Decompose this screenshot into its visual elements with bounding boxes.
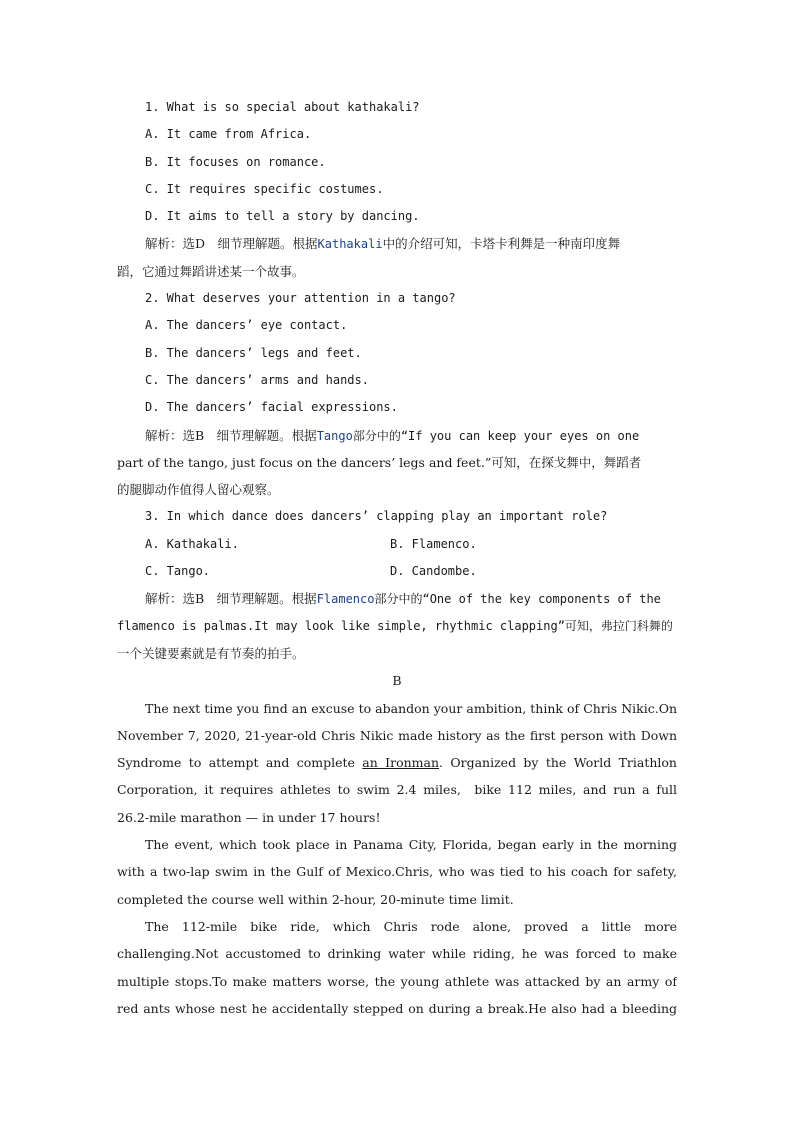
- q3-analysis-line-1: [117, 585, 677, 612]
- q3-analysis-line-3: 一个关键要素就是有节奏的拍手。: [117, 645, 305, 661]
- q1-analysis-ref: Kathakali: [317, 237, 383, 252]
- q2-analysis-ref: Tango: [316, 428, 353, 443]
- passage-p2-line-3: completed the course well within 2-hour, 20-minute time limit.: [117, 891, 514, 907]
- q1-option-d: D. It aims to tell a story by dancing.: [145, 209, 420, 224]
- section-label: B: [392, 673, 402, 689]
- q3-analysis-prefix: 解析：选B 细节理解题。根据: [145, 591, 317, 607]
- q1-analysis-line-1: [117, 230, 677, 257]
- question-2-stem: 2. What deserves your attention in a tango?: [145, 291, 456, 306]
- q3-option-c: C. Tango.: [145, 564, 211, 579]
- q2-analysis-suffix: 部分中的“If you can keep your eyes on one: [352, 428, 640, 443]
- passage-p2-line-2: with a two-lap swim in the Gulf of Mexico.Chris, who was tied to his coach for safety,: [117, 864, 677, 880]
- ironman-term: an Ironman: [362, 755, 440, 771]
- q3-analysis-line-2: flamenco is palmas.It may look like simple, rhythmic clapping”可知，弗拉门科舞的: [117, 618, 673, 633]
- passage-p1-line-5: 26.2-mile marathon — in under 17 hours!: [117, 809, 381, 825]
- q2-option-d: D. The dancers’ facial expressions.: [145, 400, 398, 415]
- q1-option-b: B. It focuses on romance.: [145, 154, 326, 169]
- passage-p1-line-3: [117, 749, 677, 776]
- question-3-stem: 3. In which dance does dancers’ clapping play an important role?: [145, 509, 608, 524]
- passage-p2-line-1: The event, which took place in Panama City, Florida, began early in the morning: [145, 837, 677, 853]
- document-page: [117, 94, 677, 1022]
- q1-analysis-suffix: 中的介绍可知，卡塔卡利舞是一种南印度舞: [382, 236, 621, 252]
- passage-p1-line-3-a: Syndrome to attempt and complete: [117, 755, 355, 771]
- q3-options-row-1: [117, 531, 677, 558]
- q3-option-d: D. Candombe.: [390, 564, 477, 579]
- q2-analysis-line-3: 的腿脚动作值得人留心观察。: [117, 482, 280, 498]
- passage-p1-line-4: Corporation, it requires athletes to swim 2.4 miles, bike 112 miles, and run a full: [117, 782, 677, 798]
- passage-p3-line-4: red ants whose nest he accidentally stepped on during a break.He also had a bleeding: [117, 1000, 677, 1016]
- q3-analysis-ref: Flamenco: [316, 592, 375, 607]
- q3-option-b: B. Flamenco.: [390, 536, 477, 551]
- q3-option-a: A. Kathakali.: [145, 536, 239, 551]
- q2-analysis-line-2: part of the tango, just focus on the dancers’ legs and feet.”可知，在探戈舞中，舞蹈者: [117, 454, 642, 470]
- q2-option-c: C. The dancers’ arms and hands.: [145, 372, 369, 387]
- passage-p1-line-1: The next time you find an excuse to abandon your ambition, think of Chris Nikic.On: [145, 700, 677, 716]
- q3-analysis-suffix: 部分中的“One of the key components of the: [374, 592, 661, 607]
- q2-analysis-prefix: 解析：选B 细节理解题。根据: [145, 427, 317, 443]
- q2-option-b: B. The dancers’ legs and feet.: [145, 345, 362, 360]
- passage-p3-line-2: challenging.Not accustomed to drinking water while riding, he was forced to make: [117, 946, 677, 962]
- q1-option-c: C. It requires specific costumes.: [145, 181, 384, 196]
- q2-option-a: A. The dancers’ eye contact.: [145, 318, 348, 333]
- q3-options-row-2: [117, 558, 677, 585]
- passage-p3-line-1: The 112-mile bike ride, which Chris rode alone, proved a little more: [145, 918, 677, 934]
- q1-analysis-prefix: 解析：选D 细节理解题。根据: [145, 236, 318, 252]
- passage-p3-line-3: multiple stops.To make matters worse, the young athlete was attacked by an army of: [117, 973, 677, 989]
- q1-option-a: A. It came from Africa.: [145, 127, 312, 142]
- passage-p1-line-2: November 7, 2020, 21-year-old Chris Nikic made history as the first person with Down: [117, 727, 677, 743]
- passage-p1-line-3-b: . Organized by the World Triathlon: [439, 755, 677, 771]
- q1-analysis-line-2: 蹈，它通过舞蹈讲述某一个故事。: [117, 263, 305, 279]
- question-1-stem: 1. What is so special about kathakali?: [145, 100, 420, 114]
- q2-analysis-line-1: [117, 422, 677, 449]
